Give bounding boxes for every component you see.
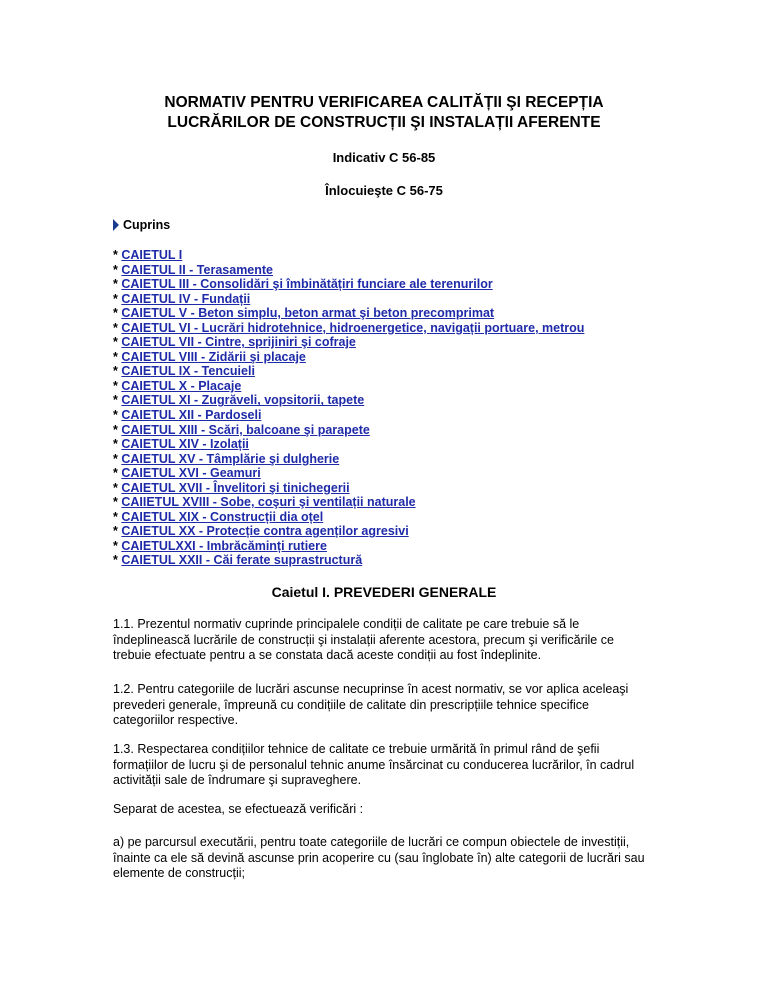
toc-link-caietul-16[interactable]: CAIETUL XVI - Geamuri xyxy=(121,466,261,481)
document-indicator: Indicativ C 56-85 xyxy=(332,150,436,165)
toc-item xyxy=(113,393,584,408)
toc-link-caietul-14[interactable]: CAIETUL XIV - Izolații xyxy=(121,437,249,452)
toc-bullet: * xyxy=(113,378,122,393)
paragraph-a: a) pe parcursul executării, pentru toate categoriile de lucrări ce compun obiectele de investiții, înainte ca ele să devină ascunse prin acoperire cu (sau înglobate în) alte categorii de lucrări sau elemente de construcții; xyxy=(113,835,645,880)
toc-bullet: * xyxy=(113,466,122,481)
toc-item xyxy=(113,248,584,263)
toc-bullet: * xyxy=(113,553,122,568)
toc-bullet: * xyxy=(113,349,122,364)
toc-item xyxy=(113,306,584,321)
toc-link-caietul-13[interactable]: CAIETUL XIII - Scări, balcoane şi parapete xyxy=(121,422,370,437)
section-heading: Caietul I. PREVEDERI GENERALE xyxy=(271,584,497,600)
toc-link-caietul-2[interactable]: CAIETUL II - Terasamente xyxy=(121,262,274,277)
toc-link-caietul-17[interactable]: CAIETUL XVII - Învelitori şi tinichegerii xyxy=(121,480,350,495)
toc-link-caietul-21[interactable]: CAIETULXXI - Imbrăcăminți rutiere xyxy=(121,538,327,553)
expand-arrow-icon xyxy=(113,219,119,231)
toc-item xyxy=(113,263,584,278)
toc-item xyxy=(113,481,584,496)
toc-bullet: * xyxy=(113,509,122,524)
toc-link-caietul-15[interactable]: CAIETUL XV - Tâmplărie şi dulgherie xyxy=(121,451,340,466)
toc-link-caietul-9[interactable]: CAIETUL IX - Tencuieli xyxy=(121,364,255,379)
toc-link-caietul-4[interactable]: CAIETUL IV - Fundații xyxy=(121,291,251,306)
toc-bullet: * xyxy=(113,422,122,437)
toc-link-caietul-19[interactable]: CAIETUL XIX - Construcții dia oțel xyxy=(121,509,324,524)
toc-bullet: * xyxy=(113,437,122,452)
document-title-line-2: LUCRĂRILOR DE CONSTRUCȚII ŞI INSTALAȚII AFERENTE xyxy=(167,114,601,131)
toc-bullet: * xyxy=(113,408,122,423)
toc-bullet: * xyxy=(113,495,122,510)
toc-item xyxy=(113,379,584,394)
toc-bullet: * xyxy=(113,480,122,495)
toc-bullet: * xyxy=(113,524,122,539)
toc-header-label: Cuprins xyxy=(123,218,171,232)
toc-bullet: * xyxy=(113,335,122,350)
toc-link-caietul-1[interactable]: CAIETUL I xyxy=(121,248,183,262)
toc-bullet: * xyxy=(113,320,122,335)
toc-item xyxy=(113,277,584,292)
toc-item xyxy=(113,437,584,452)
toc-link-caietul-10[interactable]: CAIETUL X - Placaje xyxy=(121,378,242,393)
toc-item xyxy=(113,524,584,539)
toc-bullet: * xyxy=(113,364,122,379)
toc-bullet: * xyxy=(113,393,122,408)
toc-bullet: * xyxy=(113,538,122,553)
toc-item xyxy=(113,495,584,510)
toc-link-caietul-11[interactable]: CAIETUL XI - Zugrăveli, vopsitorii, tapete xyxy=(121,393,365,408)
toc-link-caietul-5[interactable]: CAIETUL V - Beton simplu, beton armat şi beton precomprimat xyxy=(121,306,495,321)
toc-item xyxy=(113,321,584,336)
paragraph-1-2: 1.2. Pentru categoriile de lucrări ascunse necuprinse în acest normativ, se vor aplica aceleaşi prevederi generale, împreună cu condițiile de calitate din prescripțiile tehnice specifice categoriilor respective. xyxy=(113,682,629,727)
toc-toggle[interactable] xyxy=(113,217,170,233)
document-replaces: Înlocuieşte C 56-75 xyxy=(325,183,443,198)
toc-item xyxy=(113,423,584,438)
paragraph-1-3: 1.3. Respectarea condițiilor tehnice de calitate ce trebuie urmărită în primul rând de şefii formațiilor de lucru şi de personalul tehnic anume însărcinat cu conducerea lucrărilor, în cadrul activității sale de îndrumare şi supraveghere. xyxy=(113,742,635,787)
toc-link-caietul-3[interactable]: CAIETUL III - Consolidări şi îmbinătățiri funciare ale terenurilor xyxy=(121,277,493,292)
toc-link-caietul-7[interactable]: CAIETUL VII - Cintre, sprijiniri şi cofraje xyxy=(121,335,356,350)
toc-bullet: * xyxy=(113,451,122,466)
toc-item xyxy=(113,350,584,365)
toc-link-caietul-6[interactable]: CAIETUL VI - Lucrări hidrotehnice, hidroenergetice, navigații portuare, metrou xyxy=(121,320,585,335)
toc-bullet: * xyxy=(113,291,122,306)
toc-bullet: * xyxy=(113,262,122,277)
toc-item xyxy=(113,335,584,350)
toc-item xyxy=(113,466,584,481)
toc-link-caietul-18[interactable]: CAIIETUL XVIII - Sobe, coşuri şi ventilații naturale xyxy=(121,495,416,510)
toc-item xyxy=(113,553,584,568)
toc-item xyxy=(113,292,584,307)
toc-list xyxy=(113,248,584,568)
document-title-line-1: NORMATIV PENTRU VERIFICAREA CALITĂȚII ŞI RECEPȚIA xyxy=(164,94,604,111)
toc-bullet: * xyxy=(113,306,122,321)
toc-item xyxy=(113,510,584,525)
toc-bullet: * xyxy=(113,248,122,262)
toc-link-caietul-20[interactable]: CAIETUL XX - Protecție contra agenților agresivi xyxy=(121,524,409,539)
paragraph-1-1: 1.1. Prezentul normativ cuprinde principalele condiții de calitate pe care trebuie să le îndeplinească lucrările de construcții şi instalații aferente acestora, precum şi verificările ce trebuie efectuate pentru a se constata dacă aceste condiții au fost îndeplinite. xyxy=(113,617,614,662)
toc-item xyxy=(113,539,584,554)
toc-item xyxy=(113,408,584,423)
toc-link-caietul-12[interactable]: CAIETUL XII - Pardoseli xyxy=(121,408,262,423)
toc-link-caietul-22[interactable]: CAIETUL XXII - Căi ferate suprastructură xyxy=(121,553,363,568)
toc-item xyxy=(113,452,584,467)
toc-item xyxy=(113,364,584,379)
toc-link-caietul-8[interactable]: CAIETUL VIII - Zidării şi placaje xyxy=(121,349,306,364)
toc-bullet: * xyxy=(113,277,122,292)
paragraph-separat: Separat de acestea, se efectuează verificări : xyxy=(113,802,364,816)
